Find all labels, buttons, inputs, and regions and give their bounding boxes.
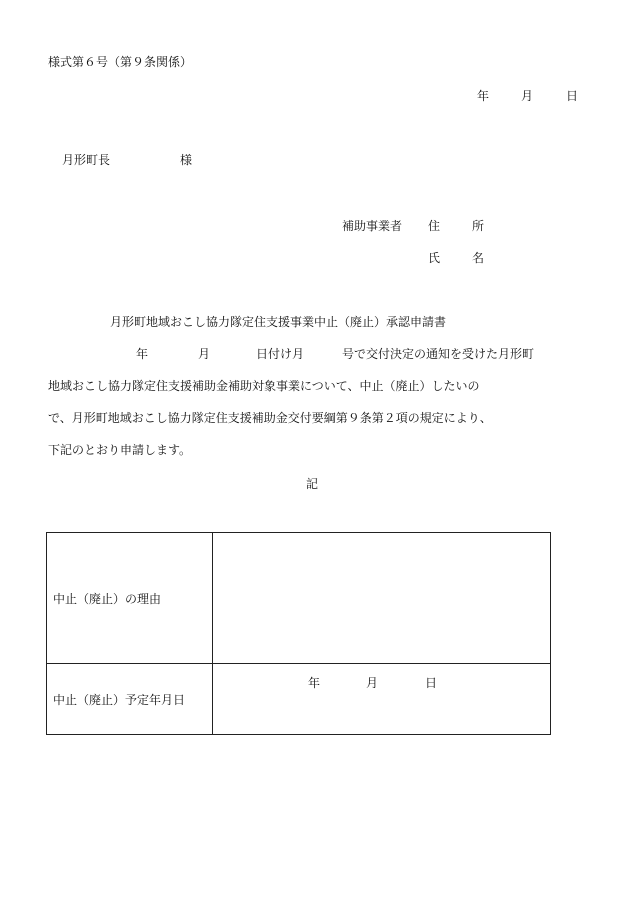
body-line-4: 下記のとおり申請します。 xyxy=(48,443,192,457)
date-row xyxy=(47,664,551,735)
addressee-name: 月形町長 xyxy=(62,153,111,167)
name-label-2: 名 xyxy=(472,251,485,265)
addressee-honorific: 様 xyxy=(180,153,193,167)
date-year: 年 xyxy=(308,676,321,690)
document-title: 月形町地域おこし協力隊定住支援事業中止（廃止）承認申請書 xyxy=(110,315,447,329)
date-day: 日 xyxy=(425,676,438,690)
body-line1-rest: 号で交付決定の通知を受けた月形町 xyxy=(342,347,535,361)
address-label-1: 住 xyxy=(428,219,441,233)
body-line-3: で、月形町地域おこし協力隊定住支援補助金交付要綱第９条第２項の規定により、 xyxy=(48,411,492,425)
reason-field[interactable] xyxy=(213,533,551,664)
body-line-2: 地域おこし協力隊定住支援補助金補助対象事業について、中止（廃止）したいの xyxy=(48,379,480,393)
header-date-year: 年 xyxy=(477,89,490,103)
name-label-1: 氏 xyxy=(428,251,441,265)
date-field[interactable] xyxy=(213,664,551,735)
body-dated: 日付け月 xyxy=(256,347,305,361)
date-label: 中止（廃止）予定年月日 xyxy=(47,664,213,735)
reason-label: 中止（廃止）の理由 xyxy=(47,533,213,664)
form-number: 様式第６号（第９条関係） xyxy=(48,55,193,69)
body-year: 年 xyxy=(136,347,149,361)
address-label-2: 所 xyxy=(472,219,485,233)
header-date-day: 日 xyxy=(566,89,579,103)
reason-row xyxy=(47,533,551,664)
header-date-month: 月 xyxy=(521,89,534,103)
date-month: 月 xyxy=(366,676,379,690)
applicant-label: 補助事業者 xyxy=(342,219,403,233)
ki-heading: 記 xyxy=(306,477,319,491)
body-month: 月 xyxy=(198,347,211,361)
details-table xyxy=(46,532,551,735)
